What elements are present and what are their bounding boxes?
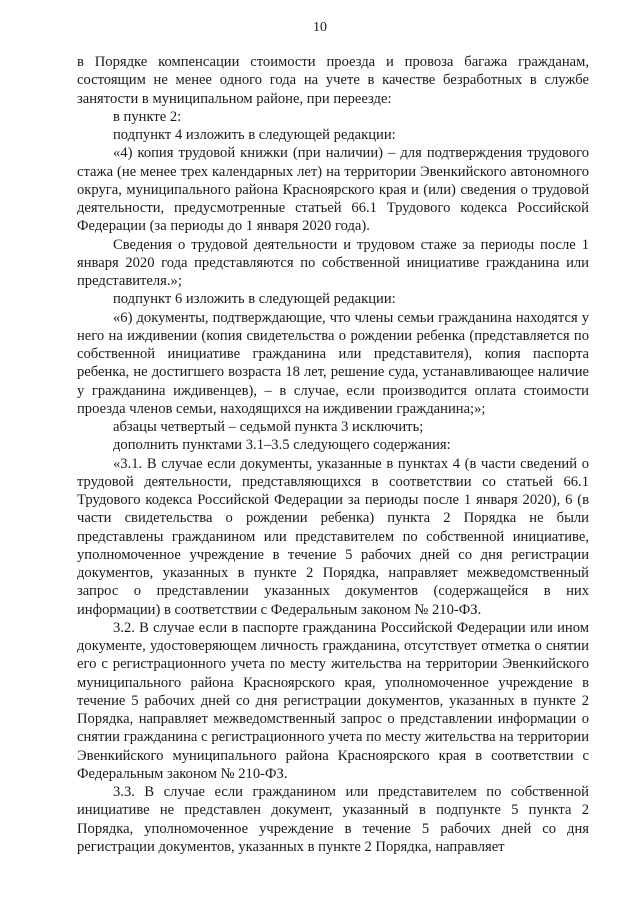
- paragraph-12: 3.3. В случае если гражданином или представителем по собственной инициативе не представлен документ, указанный в подпункте 5 пункта 2 Порядка, уполномоченное учреждение в течение 5 рабочих дней со дня регистрации документов, указанных в пункте 2 Порядка, направляет: [77, 784, 589, 855]
- document-body: [77, 53, 589, 856]
- paragraph-6: подпункт 6 изложить в следующей редакции:: [113, 291, 396, 308]
- paragraph-11: 3.2. В случае если в паспорте гражданина Российской Федерации или ином документе, удостоверяющем личность гражданина, отсутствует отметка о снятии его с регистрационного учета по месту жительства на территории Эвенкийского муниципального района Красноярского края, уполномоченное учреждение в течение 5 рабочих дней со дня регистрации документов, указанных в пункте 2 Порядка, направляет межведомственный запрос о представлении информации о снятии гражданина с регистрационного учета по месту жительства на территории Эвенкийского муниципального района Красноярского края в соответствии с Федеральным законом № 210-ФЗ.: [77, 619, 589, 782]
- paragraph-9: дополнить пунктами 3.1–3.5 следующего содержания:: [113, 437, 451, 454]
- paragraph-3: подпункт 4 изложить в следующей редакции:: [113, 127, 396, 143]
- paragraph-10: «3.1. В случае если документы, указанные в пунктах 4 (в части сведений о трудовой деятельности, представляющихся в соответствии со статьей 66.1 Трудового кодекса Российской Федерации за периоды после 1 января 2020), 6 (в части свидетельства о рождении ребенка) пункта 2 Порядка не были представлены гражданином или представителем по собственной инициативе, уполномоченное учреждение в течение 5 рабочих дней со дня регистрации документов, указанных в пункте 2 Порядка, направляет межведомственный запрос о представлении указанных документов (содержащейся в них информации) в соответствии с Федеральным законом № 210-ФЗ.: [77, 455, 589, 618]
- paragraph-8: абзацы четвертый – седьмой пункта 3 исключить;: [113, 419, 424, 435]
- paragraph-5: Сведения о трудовой деятельности и трудовом стаже за периоды после 1 января 2020 года представляются по собственной инициативе гражданина или представителя.»;: [77, 236, 589, 289]
- paragraph-2: в пункте 2:: [113, 108, 182, 125]
- paragraph-1: в Порядке компенсации стоимости проезда и провоза багажа гражданам, состоящим не менее одного года на учете в качестве безработных в службе занятости в муниципальном районе, при переезде:: [77, 54, 589, 107]
- page-number: 10: [313, 20, 327, 35]
- paragraph-4: «4) копия трудовой книжки (при наличии) – для подтверждения трудового стажа (не менее трех календарных лет) на территории Эвенкийского автономного округа, муниципального района Красноярского края и (или) сведения о трудовой деятельности, предусмотренные статьей 66.1 Трудового кодекса Российской Федерации (за периоды до 1 января 2020 года).: [77, 145, 589, 235]
- paragraph-7: «6) документы, подтверждающие, что члены семьи гражданина находятся у него на иждивении (копия свидетельства о рождении ребенка (представляется по собственной инициативе гражданина или представителя), копия паспорта ребенка, не достигшего возраста 18 лет, решение суда, устанавливающее наличие у гражданина иждивенцев), – в случае, если производится оплата стоимости проезда членов семьи, находящихся на иждивении гражданина;»;: [77, 309, 589, 417]
